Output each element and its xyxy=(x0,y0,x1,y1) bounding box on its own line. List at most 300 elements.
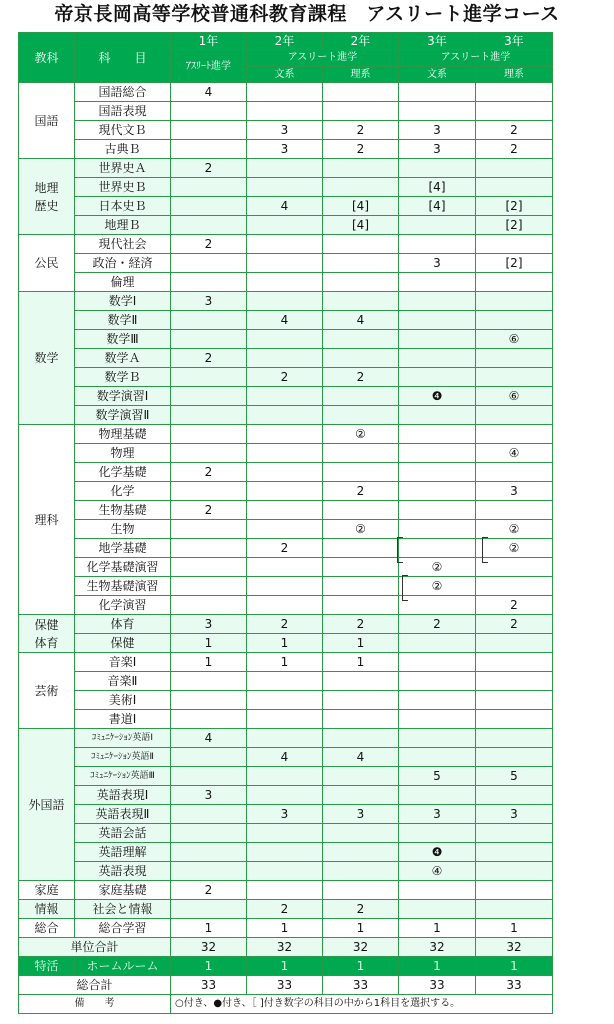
credit-cell xyxy=(323,824,399,843)
table-row xyxy=(19,121,553,140)
credit-cell xyxy=(399,710,476,729)
credit-cell: 2 xyxy=(323,615,399,634)
credit-cell xyxy=(476,311,553,330)
credit-cell: 2 xyxy=(247,900,323,919)
credit-cell: ④ xyxy=(476,444,553,463)
subject-name: 化学基礎 xyxy=(75,463,171,482)
credit-cell xyxy=(247,102,323,121)
credit-cell xyxy=(323,577,399,596)
subject-name: 現代社会 xyxy=(75,235,171,254)
credit-cell xyxy=(171,140,247,159)
credit-cell xyxy=(247,577,323,596)
subject-name: 物理 xyxy=(75,444,171,463)
selection-bracket-3-rikei-science xyxy=(482,537,488,563)
subject-area-cell: 情報 xyxy=(19,900,75,919)
credit-cell xyxy=(247,254,323,273)
credit-cell xyxy=(247,786,323,805)
header-course-3: アスリート進学 xyxy=(399,50,553,67)
credit-cell: ② xyxy=(323,520,399,539)
credit-cell xyxy=(323,843,399,862)
subject-name: 英語表現Ⅰ xyxy=(75,786,171,805)
table-row xyxy=(19,311,553,330)
credit-cell xyxy=(476,691,553,710)
credit-cell xyxy=(399,520,476,539)
credit-cell: 3 xyxy=(476,805,553,824)
credit-cell xyxy=(476,786,553,805)
credit-cell: 4 xyxy=(247,748,323,767)
credit-cell xyxy=(323,254,399,273)
subject-name: 現代文Ｂ xyxy=(75,121,171,140)
selection-bracket-3-bunkei-science xyxy=(397,537,403,563)
credit-cell: 4 xyxy=(171,83,247,102)
header-year-3b: 3年 xyxy=(476,33,553,50)
credit-cell: ② xyxy=(399,577,476,596)
credit-cell xyxy=(247,330,323,349)
credit-cell xyxy=(247,672,323,691)
credit-cell xyxy=(399,824,476,843)
credit-cell: ❹ xyxy=(399,843,476,862)
credit-cell: 2 xyxy=(171,159,247,178)
credit-cell xyxy=(323,558,399,577)
credit-cell: 2 xyxy=(399,615,476,634)
credit-cell: 5 xyxy=(476,767,553,786)
credit-cell xyxy=(399,786,476,805)
table-row xyxy=(19,691,553,710)
credit-cell xyxy=(476,634,553,653)
credit-cell xyxy=(476,102,553,121)
credit-cell xyxy=(171,767,247,786)
credit-cell xyxy=(399,235,476,254)
grand-total-value: 33 xyxy=(323,976,399,995)
credit-cell xyxy=(476,672,553,691)
credit-cell xyxy=(323,235,399,254)
table-header xyxy=(19,33,553,83)
subject-name: 音楽Ⅱ xyxy=(75,672,171,691)
subject-name: 英語表現 xyxy=(75,862,171,881)
tokkatsu-subject: ホームルーム xyxy=(75,957,171,976)
credit-cell xyxy=(399,729,476,748)
credit-cell xyxy=(171,425,247,444)
credit-cell xyxy=(323,178,399,197)
credit-cell xyxy=(247,159,323,178)
table-row xyxy=(19,843,553,862)
table-row xyxy=(19,330,553,349)
credit-cell xyxy=(476,729,553,748)
credit-cell: [2] xyxy=(476,197,553,216)
units-total-value: 32 xyxy=(171,938,247,957)
credit-cell xyxy=(323,463,399,482)
credit-cell: 2 xyxy=(247,539,323,558)
credit-cell xyxy=(399,406,476,425)
table-row xyxy=(19,197,553,216)
table-body xyxy=(19,83,553,938)
tokkatsu-value: 1 xyxy=(399,957,476,976)
table-row xyxy=(19,729,553,748)
credit-cell xyxy=(247,273,323,292)
credit-cell: 1 xyxy=(247,919,323,938)
credit-cell xyxy=(247,729,323,748)
credit-cell xyxy=(399,482,476,501)
credit-cell xyxy=(247,881,323,900)
subject-name: 体育 xyxy=(75,615,171,634)
table-row xyxy=(19,824,553,843)
credit-cell xyxy=(171,596,247,615)
table-row xyxy=(19,102,553,121)
table-row xyxy=(19,672,553,691)
table-row xyxy=(19,539,553,558)
units-total-value: 32 xyxy=(476,938,553,957)
subject-name: 英語表現Ⅱ xyxy=(75,805,171,824)
subject-name: 世界史Ａ xyxy=(75,159,171,178)
credit-cell xyxy=(171,121,247,140)
table-row xyxy=(19,862,553,881)
header-subject: 科 目 xyxy=(75,33,171,83)
table-row xyxy=(19,387,553,406)
credit-cell xyxy=(399,83,476,102)
credit-cell xyxy=(323,729,399,748)
credit-cell xyxy=(171,311,247,330)
credit-cell xyxy=(399,292,476,311)
credit-cell xyxy=(476,368,553,387)
table-row xyxy=(19,748,553,767)
subject-name: ｺﾐｭﾆｹｰｼｮﾝ英語Ⅱ xyxy=(75,748,171,767)
credit-cell xyxy=(323,691,399,710)
subject-name: 数学Ⅰ xyxy=(75,292,171,311)
credit-cell xyxy=(247,387,323,406)
tokkatsu-value: 1 xyxy=(323,957,399,976)
credit-cell xyxy=(171,862,247,881)
credit-cell: 3 xyxy=(399,121,476,140)
credit-cell xyxy=(323,881,399,900)
credit-cell: 3 xyxy=(399,140,476,159)
subject-name: 生物基礎 xyxy=(75,501,171,520)
credit-cell xyxy=(476,824,553,843)
credit-cell: 2 xyxy=(247,615,323,634)
credit-cell: 3 xyxy=(247,805,323,824)
credit-cell: ② xyxy=(399,558,476,577)
credit-cell xyxy=(171,843,247,862)
credit-cell xyxy=(323,387,399,406)
credit-cell xyxy=(323,83,399,102)
credit-cell xyxy=(476,178,553,197)
credit-cell: 2 xyxy=(323,482,399,501)
table-row xyxy=(19,292,553,311)
credit-cell xyxy=(476,710,553,729)
subject-name: 国語総合 xyxy=(75,83,171,102)
credit-cell: 1 xyxy=(476,919,553,938)
credit-cell xyxy=(171,178,247,197)
credit-cell: 4 xyxy=(247,197,323,216)
credit-cell xyxy=(247,406,323,425)
subject-area-cell: 公民 xyxy=(19,235,75,292)
credit-cell xyxy=(323,349,399,368)
credit-cell xyxy=(323,767,399,786)
credit-cell: 3 xyxy=(323,805,399,824)
header-rikei-2: 理系 xyxy=(323,67,399,83)
credit-cell xyxy=(476,900,553,919)
table-row xyxy=(19,159,553,178)
credit-cell xyxy=(171,102,247,121)
header-year-1: 1年 xyxy=(171,33,247,50)
table-row xyxy=(19,273,553,292)
table-row xyxy=(19,653,553,672)
credit-cell: 5 xyxy=(399,767,476,786)
credit-cell xyxy=(399,273,476,292)
credit-cell xyxy=(247,843,323,862)
credit-cell xyxy=(476,463,553,482)
credit-cell: 1 xyxy=(171,919,247,938)
credit-cell xyxy=(323,292,399,311)
credit-cell xyxy=(399,748,476,767)
credit-cell: 1 xyxy=(323,919,399,938)
credit-cell: ② xyxy=(476,539,553,558)
credit-cell xyxy=(247,691,323,710)
credit-cell: ② xyxy=(476,520,553,539)
credit-cell xyxy=(171,748,247,767)
credit-cell: 3 xyxy=(399,805,476,824)
credit-cell xyxy=(399,368,476,387)
subject-name: ｺﾐｭﾆｹｰｼｮﾝ英語Ⅲ xyxy=(75,767,171,786)
credit-cell xyxy=(399,159,476,178)
credit-cell: 2 xyxy=(323,900,399,919)
subject-name: 数学演習Ⅰ xyxy=(75,387,171,406)
credit-cell xyxy=(247,292,323,311)
credit-cell xyxy=(399,463,476,482)
subject-name: 政治・経済 xyxy=(75,254,171,273)
credit-cell: ④ xyxy=(399,862,476,881)
table-row xyxy=(19,881,553,900)
subject-name: 古典Ｂ xyxy=(75,140,171,159)
subject-name: ｺﾐｭﾆｹｰｼｮﾝ英語Ⅰ xyxy=(75,729,171,748)
header-course-2: アスリート進学 xyxy=(247,50,399,67)
credit-cell xyxy=(399,653,476,672)
credit-cell: 4 xyxy=(323,311,399,330)
table-row xyxy=(19,482,553,501)
subject-name: 化学基礎演習 xyxy=(75,558,171,577)
credit-cell xyxy=(476,748,553,767)
credit-cell: [4] xyxy=(323,197,399,216)
table-row xyxy=(19,349,553,368)
subject-name: 生物基礎演習 xyxy=(75,577,171,596)
subject-name: 地学基礎 xyxy=(75,539,171,558)
curriculum-table xyxy=(18,32,553,1014)
header-year-2a: 2年 xyxy=(247,33,323,50)
credit-cell xyxy=(247,216,323,235)
subject-area-cell: 外国語 xyxy=(19,729,75,881)
subject-name: 数学Ｂ xyxy=(75,368,171,387)
credit-cell xyxy=(323,444,399,463)
credit-cell: 3 xyxy=(476,482,553,501)
header-bunkei-3: 文系 xyxy=(399,67,476,83)
credit-cell xyxy=(399,539,476,558)
grand-total-value: 33 xyxy=(476,976,553,995)
credit-cell: 4 xyxy=(323,748,399,767)
table-row xyxy=(19,900,553,919)
units-total-value: 32 xyxy=(247,938,323,957)
header-rikei-3: 理系 xyxy=(476,67,553,83)
credit-cell xyxy=(171,406,247,425)
credit-cell xyxy=(323,273,399,292)
table-row xyxy=(19,235,553,254)
subject-name: 書道Ⅰ xyxy=(75,710,171,729)
credit-cell xyxy=(476,273,553,292)
credit-cell: 4 xyxy=(171,729,247,748)
credit-cell: 2 xyxy=(171,235,247,254)
credit-cell xyxy=(171,691,247,710)
credit-cell xyxy=(399,691,476,710)
subject-area-cell: 家庭 xyxy=(19,881,75,900)
table-row xyxy=(19,805,553,824)
table-row xyxy=(19,463,553,482)
credit-cell xyxy=(476,83,553,102)
tokkatsu-value: 1 xyxy=(476,957,553,976)
page-title: 帝京長岡高等学校普通科教育課程 アスリート進学コース xyxy=(54,3,560,25)
credit-cell xyxy=(323,672,399,691)
credit-cell xyxy=(247,501,323,520)
credit-cell xyxy=(476,653,553,672)
credit-cell xyxy=(247,767,323,786)
subject-name: 化学演習 xyxy=(75,596,171,615)
selection-bracket-3-bunkei-practice xyxy=(402,575,408,601)
credit-cell xyxy=(171,577,247,596)
credit-cell xyxy=(171,900,247,919)
units-total-label: 単位合計 xyxy=(19,938,171,957)
table-row xyxy=(19,444,553,463)
credit-cell xyxy=(323,406,399,425)
credit-cell xyxy=(323,786,399,805)
credit-cell: 2 xyxy=(247,368,323,387)
subject-name: 家庭基礎 xyxy=(75,881,171,900)
table-row xyxy=(19,216,553,235)
remarks-row xyxy=(19,995,553,1014)
units-total-value: 32 xyxy=(323,938,399,957)
credit-cell: [4] xyxy=(323,216,399,235)
credit-cell xyxy=(171,330,247,349)
credit-cell: 2 xyxy=(323,368,399,387)
credit-cell xyxy=(476,159,553,178)
credit-cell xyxy=(476,577,553,596)
credit-cell xyxy=(399,501,476,520)
table-row xyxy=(19,919,553,938)
credit-cell xyxy=(247,463,323,482)
credit-cell: 2 xyxy=(476,140,553,159)
credit-cell: 2 xyxy=(323,140,399,159)
credit-cell xyxy=(323,710,399,729)
subject-area-cell: 保健体育 xyxy=(19,615,75,653)
credit-cell: 1 xyxy=(247,634,323,653)
credit-cell xyxy=(171,558,247,577)
subject-name: 生物 xyxy=(75,520,171,539)
subject-name: 社会と情報 xyxy=(75,900,171,919)
tokkatsu-area: 特活 xyxy=(19,957,75,976)
header-year-3a: 3年 xyxy=(399,33,476,50)
subject-name: 英語理解 xyxy=(75,843,171,862)
credit-cell: 2 xyxy=(171,463,247,482)
credit-cell xyxy=(247,178,323,197)
credit-cell xyxy=(399,881,476,900)
credit-cell xyxy=(323,862,399,881)
table-row xyxy=(19,83,553,102)
header-subject-area: 教科 xyxy=(19,33,75,83)
subject-name: 数学Ⅲ xyxy=(75,330,171,349)
credit-cell xyxy=(476,881,553,900)
credit-cell: ⑥ xyxy=(476,330,553,349)
credit-cell xyxy=(399,444,476,463)
grand-total-value: 33 xyxy=(399,976,476,995)
credit-cell xyxy=(171,387,247,406)
subject-name: 数学演習Ⅱ xyxy=(75,406,171,425)
credit-cell xyxy=(399,634,476,653)
credit-cell: 3 xyxy=(171,786,247,805)
credit-cell xyxy=(247,520,323,539)
subject-name: 物理基礎 xyxy=(75,425,171,444)
tokkatsu-value: 1 xyxy=(247,957,323,976)
credit-cell xyxy=(399,672,476,691)
subject-name: 倫理 xyxy=(75,273,171,292)
credit-cell: 3 xyxy=(247,121,323,140)
credit-cell xyxy=(171,805,247,824)
credit-cell: 2 xyxy=(323,121,399,140)
credit-cell xyxy=(171,482,247,501)
credit-cell xyxy=(247,596,323,615)
credit-cell xyxy=(399,349,476,368)
credit-cell: [2] xyxy=(476,254,553,273)
table-row xyxy=(19,786,553,805)
grand-total-value: 33 xyxy=(171,976,247,995)
credit-cell xyxy=(171,444,247,463)
credit-cell xyxy=(399,311,476,330)
credit-cell xyxy=(171,824,247,843)
credit-cell xyxy=(171,368,247,387)
credit-cell xyxy=(171,273,247,292)
subject-name: 保健 xyxy=(75,634,171,653)
credit-cell xyxy=(171,520,247,539)
table-row xyxy=(19,501,553,520)
subject-name: 総合学習 xyxy=(75,919,171,938)
credit-cell: [2] xyxy=(476,216,553,235)
credit-cell xyxy=(323,596,399,615)
table-row xyxy=(19,558,553,577)
grand-total-label: 総合計 xyxy=(19,976,171,995)
credit-cell xyxy=(323,330,399,349)
table-row xyxy=(19,596,553,615)
credit-cell xyxy=(323,102,399,121)
table-row xyxy=(19,520,553,539)
subject-area-cell: 数学 xyxy=(19,292,75,425)
table-row xyxy=(19,368,553,387)
credit-cell xyxy=(399,216,476,235)
subject-area-cell: 芸術 xyxy=(19,653,75,729)
credit-cell xyxy=(323,501,399,520)
credit-cell: ② xyxy=(323,425,399,444)
credit-cell xyxy=(247,83,323,102)
credit-cell xyxy=(171,539,247,558)
subject-name: 地理Ｂ xyxy=(75,216,171,235)
credit-cell: 2 xyxy=(476,615,553,634)
credit-cell xyxy=(247,482,323,501)
credit-cell: 1 xyxy=(171,653,247,672)
credit-cell: 3 xyxy=(171,292,247,311)
credit-cell: ⑥ xyxy=(476,387,553,406)
subject-name: 国語表現 xyxy=(75,102,171,121)
credit-cell: 3 xyxy=(247,140,323,159)
subject-name: 数学Ⅱ xyxy=(75,311,171,330)
credit-cell: ❹ xyxy=(399,387,476,406)
table-row xyxy=(19,178,553,197)
credit-cell xyxy=(399,596,476,615)
credit-cell xyxy=(247,824,323,843)
subject-name: 日本史Ｂ xyxy=(75,197,171,216)
